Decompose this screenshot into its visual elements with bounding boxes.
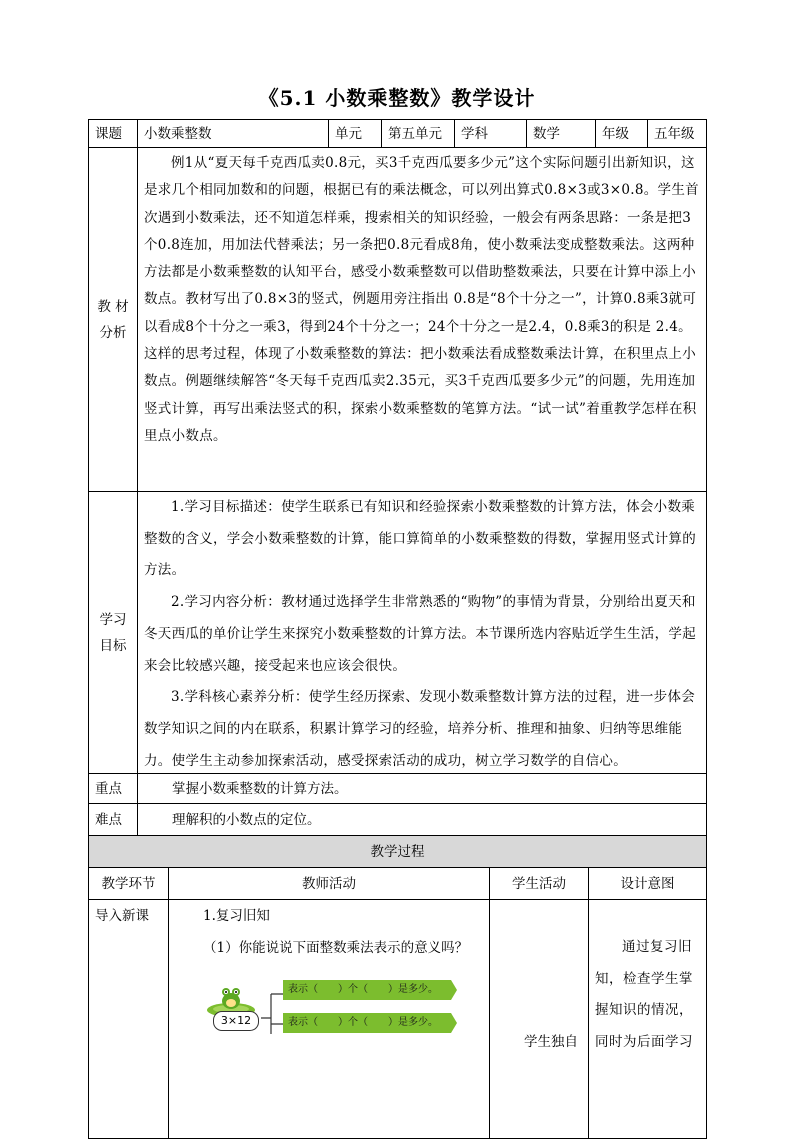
goals-label-line1: 学习 — [99, 611, 127, 628]
col-intent: 设计意图 — [588, 867, 707, 900]
grade-label: 年级 — [595, 119, 648, 148]
meaning-bar-2-arrow — [451, 1013, 457, 1033]
unit-label: 单元 — [328, 119, 382, 148]
student-cell — [489, 899, 589, 1139]
goals-p1: 1.学习目标描述：使学生联系已有知识和经验探索小数乘整数的计算方法，体会小数乘整数的含义，学会小数乘整数的计算，能口算简单的小数乘整数的得数，掌握用竖式计算的方法。 — [144, 499, 696, 579]
subject-value: 数学 — [526, 119, 596, 148]
document-title: 《5.1 小数乘整数》教学设计 — [258, 86, 536, 110]
meaning-bar-1-arrow — [451, 980, 457, 1000]
topic-label: 课题 — [88, 119, 138, 148]
goals-p3: 3.学科核心素养分析：使学生经历探索、发现小数乘整数计算方法的过程，进一步体会数学知识之间的内在联系，积累计算学习的经验，培养分析、推理和抽象、归纳等思维能力。使学生主动参加探索活动，感受探索活动的成功，树立学习数学的自信心。 — [144, 689, 696, 769]
analysis-label-line2: 分析 — [99, 324, 127, 341]
teacher-cell — [168, 899, 490, 1139]
subject-label: 学科 — [454, 119, 527, 148]
meaning-bar-1: 表示（ ）个（ ）是多少。 — [283, 980, 451, 1000]
col-stage: 教学环节 — [88, 867, 169, 900]
analysis-content — [137, 147, 707, 492]
student-text: 学生独自 — [524, 1034, 578, 1050]
grade-value: 五年级 — [647, 119, 707, 148]
topic-value: 小数乘整数 — [137, 119, 329, 148]
col-student: 学生活动 — [489, 867, 589, 900]
goals-label — [88, 491, 138, 774]
key-point-label: 重点 — [88, 773, 138, 804]
col-teacher: 教师活动 — [168, 867, 490, 900]
expression-box: 3×12 — [213, 1011, 259, 1031]
difficulty-text: 理解积的小数点的定位。 — [137, 803, 707, 836]
question-text: （1）你能说说下面整数乘法表示的意义吗？ — [203, 940, 469, 956]
difficulty-label: 难点 — [88, 803, 138, 836]
goals-content — [137, 491, 707, 774]
process-heading: 教学过程 — [88, 835, 707, 868]
key-point-text: 掌握小数乘整数的计算方法。 — [137, 773, 707, 804]
analysis-text: 例1从“夏天每千克西瓜卖0.8元，买3千克西瓜要多少元”这个实际问题引出新知识，这是求几个相同加数和的问题，根据已有的乘法概念，可以列出算式0.8×3或3×0.8。学生首次遇到小数乘法，还不知道怎样乘，搜索相关的知识经验，一般会有两条思路：一条是把3个0.8连加，用加法代替乘法；另一条把0.8元看成8角，使小数乘法变成整数乘法。这两种方法都是小数乘整数的认知平台，感受小数乘整数可以借助整数乘法，只要在计算中添上小数点。教材写出了0.8×3的竖式，例题用旁注指出 0.8是“8个十分之一”，计算0.8乘3就可以看成8个十分之一乘3，得到24个十分之一；24个十分之一是2.4，0.8乘3的积是 2.4。这样的思考过程，体现了小数乘整数的算法：把小数乘法看成整数乘法计算，在积里点上小数点。例题继续解答“冬天每千克西瓜卖2.35元，买3千克西瓜要多少元”的问题，先用连加竖式计算，再写出乘法竖式的积，探索小数乘整数的笔算方法。“试一试”着重教学怎样在积里点小数点。 — [144, 155, 699, 444]
step-text: 1.复习旧知 — [203, 908, 270, 924]
meaning-bar-2: 表示（ ）个（ ）是多少。 — [283, 1013, 451, 1033]
intent-text: 通过复习旧知，检查学生掌握知识的情况，同时为后面学习 — [595, 939, 693, 1050]
goals-label-line2: 目标 — [99, 637, 127, 654]
goals-p2: 2.学习内容分析：教材通过选择学生非常熟悉的“购物”的事情为背景，分别给出夏天和冬天西瓜的单价让学生来探究小数乘整数的计算方法。本节课所选内容贴近学生生活，学起来会比较感兴趣，接受起来也应该会很快。 — [144, 594, 696, 674]
intent-cell — [588, 899, 707, 1139]
analysis-label — [88, 147, 138, 492]
analysis-label-line1: 教 材 — [97, 298, 129, 315]
stage-cell — [88, 899, 169, 1139]
unit-value: 第五单元 — [381, 119, 455, 148]
stage-text: 导入新课 — [95, 908, 149, 924]
